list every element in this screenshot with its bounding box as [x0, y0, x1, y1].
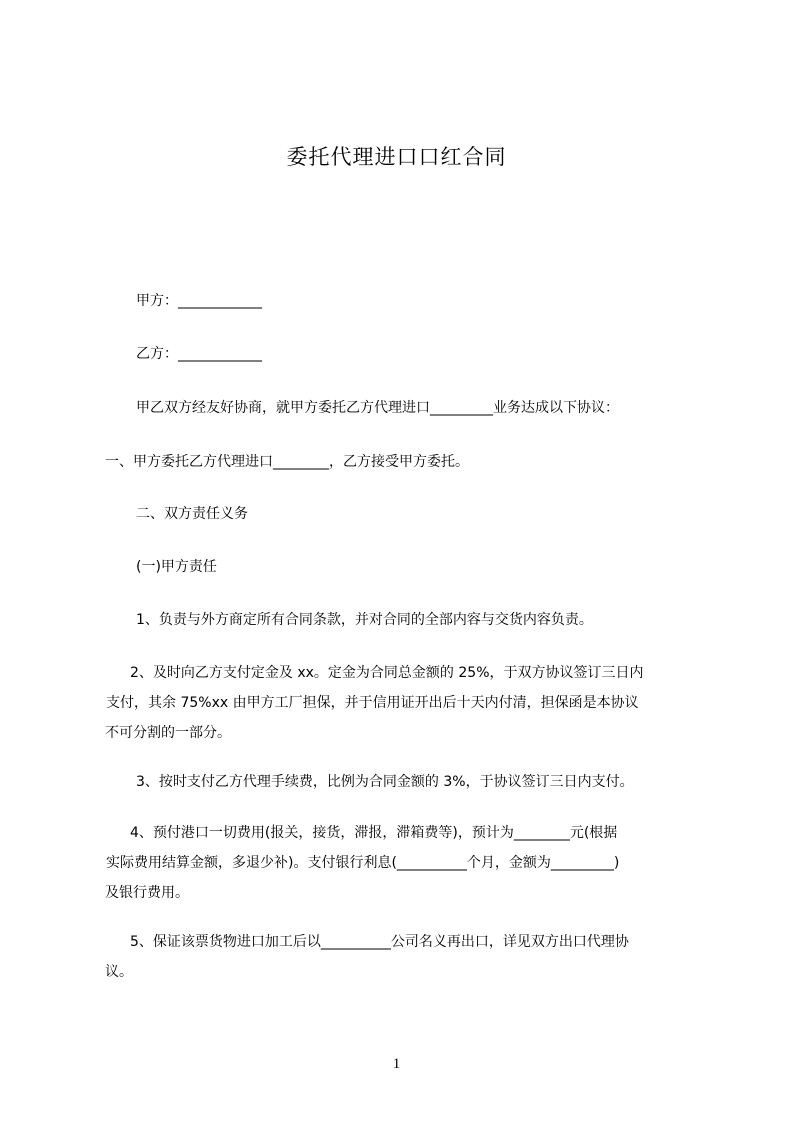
item-5-line-2: 议。: [105, 964, 133, 980]
section-a-heading: (一)甲方责任: [136, 559, 217, 575]
item-5-line-1: 5、保证该票货物进口加工后以__________公司名义再出口，详见双方出口代理协: [130, 934, 629, 950]
item-2-line-2: 支付，其余 75%xx 由甲方工厂担保，并于信用证开出后十天内付清，担保函是本协议: [106, 695, 639, 711]
item-2-line-1: 2、及时向乙方支付定金及 xx。定金为合同总金额的 25%，于双方协议签订三日内: [130, 665, 644, 681]
party-a-line: 甲方：____________: [136, 293, 262, 309]
item-4-paragraph: [105, 818, 730, 908]
page-number: 1: [392, 1056, 401, 1072]
item-4-line-3: 及银行费用。: [105, 885, 189, 901]
intro-paragraph: 甲乙双方经友好协商，就甲方委托乙方代理进口_________业务达成以下协议：: [136, 400, 619, 416]
item-4-line-2: 实际费用结算金额，多退少补)。支付银行利息(__________个月，金额为_________): [106, 855, 620, 871]
item-5-paragraph: [105, 927, 730, 987]
party-b-line: 乙方：____________: [136, 346, 262, 362]
clause-2-heading: 二、双方责任义务: [136, 506, 248, 522]
document-title: 委托代理进口口红合同: [286, 145, 507, 169]
clause-1: 一、甲方委托乙方代理进口________，乙方接受甲方委托。: [105, 454, 469, 470]
item-3: 3、按时支付乙方代理手续费，比例为合同金额的 3%，于协议签订三日内支付。: [136, 774, 634, 790]
item-1: 1、负责与外方商定所有合同条款，并对合同的全部内容与交货内容负责。: [136, 612, 593, 628]
item-2-line-3: 不可分割的一部分。: [105, 725, 231, 741]
item-2-paragraph: [105, 658, 730, 748]
item-4-line-1: 4、预付港口一切费用(报关，接货，滞报，滞箱费等)，预计为________元(根据: [130, 825, 618, 841]
